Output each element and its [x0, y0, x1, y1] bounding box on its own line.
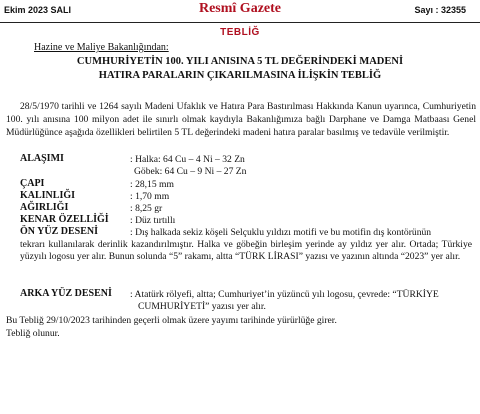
spec-arka-yuz-first: : Atatürk rölyefi, altta; Cumhuriyet’in yüzüncü yılı logosu, çevrede: “TÜRKİYE	[130, 289, 439, 300]
spec-agirlik-label: AĞIRLIĞI	[20, 202, 69, 213]
spec-cap-label: ÇAPI	[20, 178, 45, 189]
spec-arka-yuz-rest: CUMHURİYETİ” yazısı yer alır.	[138, 301, 266, 312]
spec-on-yuz-label: ÖN YÜZ DESENİ	[20, 226, 98, 237]
spec-alasim-value1: : Halka: 64 Cu – 4 Ni – 32 Zn	[130, 154, 245, 165]
ministry-line: Hazine ve Maliye Bakanlığından:	[34, 42, 169, 53]
effective-date-text: Bu Tebliğ 29/10/2023 tarihinden geçerli olmak üzere yayımı tarihinde yürürlüğe girer.	[6, 315, 337, 326]
spec-cap-value: : 28,15 mm	[130, 179, 174, 190]
issue-number: Sayı : 32355	[414, 5, 466, 15]
intro-text: 28/5/1970 tarihli ve 1264 sayılı Madeni Ufaklık ve Hatıra Para Bastırılması Hakkında Kanun uyarınca, Cumhuriyetin 100. yılı anısına 100 milyon adet ile sınırlı olmak kaydıyla Bakanlığımıza bağlı Darphane ve Damga Matbaası Genel Müdürlüğünce aşağıda özellikleri belirtilen 5 TL değerindeki madeni hatıra paralar basılmış ve tedavüle verilmiştir.	[6, 101, 476, 138]
section-heading: TEBLİĞ	[220, 27, 260, 38]
spec-kalinlik-value: : 1,70 mm	[130, 191, 170, 202]
intro-paragraph	[6, 100, 476, 139]
spec-arka-yuz-label: ARKA YÜZ DESENİ	[20, 288, 112, 299]
spec-kenar-value: : Düz tırtıllı	[130, 215, 176, 226]
spec-agirlik-value: : 8,25 gr	[130, 203, 163, 214]
spec-on-yuz-first: : Dış halkada sekiz köşeli Selçuklu yıldızı motifi ve bu motifin dış kontörünün	[130, 227, 432, 238]
document-title-line1: CUMHURİYETİN 100. YILI ANISINA 5 TL DEĞERİNDEKİ MADENİ	[76, 56, 404, 67]
gazette-header	[0, 0, 480, 23]
spec-alasim-value2: Göbek: 64 Cu – 9 Ni – 27 Zn	[134, 166, 247, 177]
spec-kalinlik-label: KALINLIĞI	[20, 190, 76, 201]
document-title-line2: HATIRA PARALARIN ÇIKARILMASINA İLİŞKİN TEBLİĞ	[98, 70, 382, 81]
gazette-title: Resmî Gazete	[198, 1, 282, 16]
spec-on-yuz-rest: tekrarı kullanılarak derinlik kazandırılmıştır. Halka ve göbeğin birleşim yerinde ay yıldız yer alır. Ortada; Türkiye yüzyılı logosu yer alır. Bunun solunda “5” rakamı, altta “TÜRK LİRASI” yazısı ve yazının altında “2023” yer alır.	[20, 239, 472, 263]
spec-alasim-label: ALAŞIMI	[20, 153, 64, 164]
closing-text: Tebliğ olunur.	[6, 328, 60, 339]
spec-kenar-label: KENAR ÖZELLİĞİ	[20, 214, 109, 225]
header-date: Ekim 2023 SALI	[4, 5, 72, 15]
